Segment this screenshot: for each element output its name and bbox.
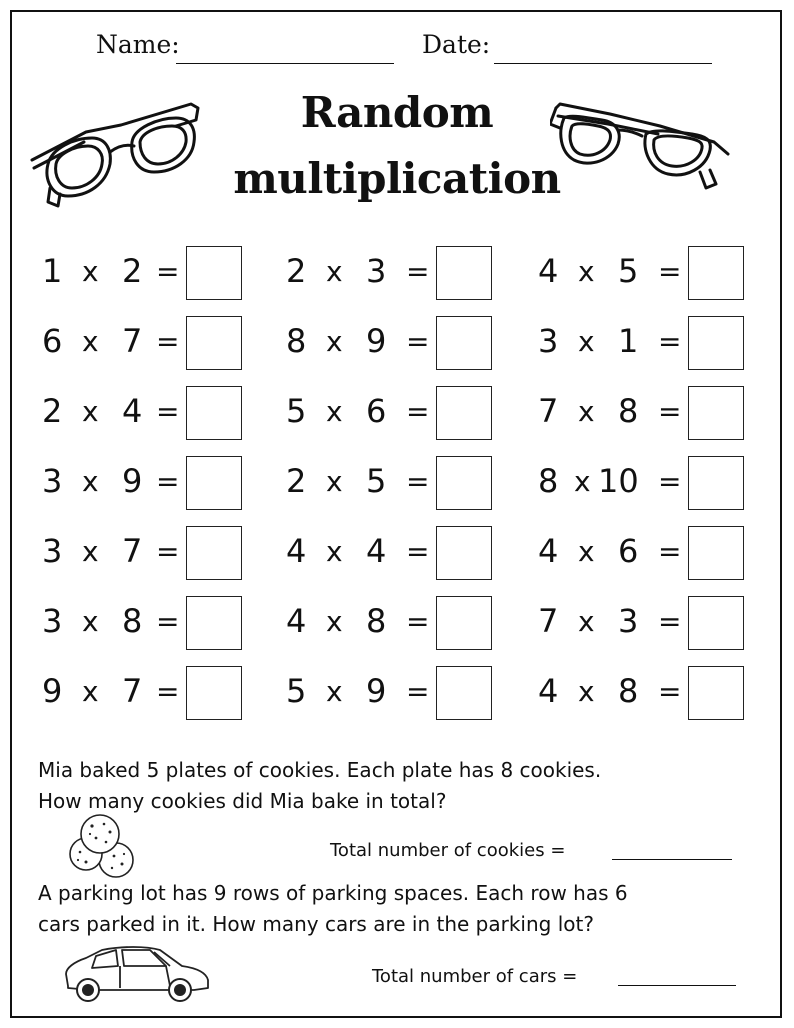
- times-sign: x: [82, 535, 99, 568]
- times-sign: x: [574, 465, 591, 498]
- factor-b: 9: [366, 322, 387, 360]
- factor-b: 10: [598, 462, 639, 500]
- factor-a: 7: [538, 392, 559, 430]
- factor-a: 3: [538, 322, 559, 360]
- car-icon: [62, 944, 212, 1006]
- equals-sign: =: [658, 675, 682, 708]
- equals-sign: =: [156, 325, 180, 358]
- factor-b: 8: [618, 672, 639, 710]
- equals-sign: =: [658, 325, 682, 358]
- times-sign: x: [326, 465, 343, 498]
- answer-box[interactable]: [688, 526, 744, 580]
- sunglasses-icon: [550, 100, 734, 194]
- cookies-icon: [66, 812, 138, 880]
- factor-b: 7: [122, 672, 143, 710]
- factor-b: 7: [122, 532, 143, 570]
- factor-a: 4: [538, 252, 559, 290]
- equals-sign: =: [658, 535, 682, 568]
- answer-box[interactable]: [688, 666, 744, 720]
- answer-box[interactable]: [436, 596, 492, 650]
- factor-a: 5: [286, 392, 307, 430]
- factor-a: 3: [42, 532, 63, 570]
- answer-box[interactable]: [186, 666, 242, 720]
- factor-b: 9: [366, 672, 387, 710]
- equals-sign: =: [658, 255, 682, 288]
- times-sign: x: [326, 605, 343, 638]
- problem-text: cars parked in it. How many cars are in the parking lot?: [38, 912, 594, 936]
- times-sign: x: [326, 255, 343, 288]
- answer-label-cars: Total number of cars =: [372, 966, 578, 987]
- factor-a: 4: [538, 532, 559, 570]
- equals-sign: =: [406, 395, 430, 428]
- factor-a: 4: [538, 672, 559, 710]
- equals-sign: =: [156, 255, 180, 288]
- factor-a: 6: [42, 322, 63, 360]
- answer-box[interactable]: [186, 596, 242, 650]
- answer-box[interactable]: [436, 526, 492, 580]
- answer-box[interactable]: [436, 456, 492, 510]
- factor-b: 8: [618, 392, 639, 430]
- times-sign: x: [326, 675, 343, 708]
- factor-a: 7: [538, 602, 559, 640]
- page-title-line2: multiplication: [233, 154, 561, 203]
- problem-text: How many cookies did Mia bake in total?: [38, 789, 447, 813]
- factor-b: 3: [366, 252, 387, 290]
- answer-label-cookies: Total number of cookies =: [330, 840, 566, 861]
- answer-box[interactable]: [436, 316, 492, 370]
- answer-box[interactable]: [186, 246, 242, 300]
- factor-b: 6: [618, 532, 639, 570]
- factor-b: 3: [618, 602, 639, 640]
- equals-sign: =: [156, 675, 180, 708]
- factor-a: 2: [286, 252, 307, 290]
- times-sign: x: [326, 535, 343, 568]
- factor-a: 9: [42, 672, 63, 710]
- factor-a: 3: [42, 462, 63, 500]
- factor-b: 8: [122, 602, 143, 640]
- word-problem-cars: [38, 878, 738, 940]
- times-sign: x: [578, 325, 595, 358]
- answer-box[interactable]: [186, 386, 242, 440]
- answer-box[interactable]: [436, 386, 492, 440]
- times-sign: x: [82, 675, 99, 708]
- times-sign: x: [578, 675, 595, 708]
- factor-a: 3: [42, 602, 63, 640]
- equals-sign: =: [156, 535, 180, 568]
- date-field[interactable]: [494, 63, 712, 64]
- factor-a: 4: [286, 602, 307, 640]
- answer-box[interactable]: [436, 246, 492, 300]
- name-label: Name:: [96, 30, 180, 59]
- factor-b: 4: [122, 392, 143, 430]
- factor-b: 6: [366, 392, 387, 430]
- problem-text: Mia baked 5 plates of cookies. Each plate has 8 cookies.: [38, 758, 602, 782]
- word-problem-cookies: [38, 755, 738, 817]
- times-sign: x: [82, 255, 99, 288]
- factor-b: 7: [122, 322, 143, 360]
- equals-sign: =: [406, 605, 430, 638]
- factor-a: 1: [42, 252, 63, 290]
- date-label: Date:: [422, 30, 491, 59]
- equals-sign: =: [658, 395, 682, 428]
- equals-sign: =: [658, 605, 682, 638]
- factor-a: 5: [286, 672, 307, 710]
- times-sign: x: [578, 255, 595, 288]
- page-title-line1: Random: [300, 88, 494, 137]
- factor-b: 1: [618, 322, 639, 360]
- factor-a: 2: [42, 392, 63, 430]
- times-sign: x: [82, 395, 99, 428]
- factor-b: 2: [122, 252, 143, 290]
- name-field[interactable]: [176, 63, 394, 64]
- times-sign: x: [82, 325, 99, 358]
- factor-b: 5: [366, 462, 387, 500]
- equals-sign: =: [406, 535, 430, 568]
- equals-sign: =: [406, 675, 430, 708]
- times-sign: x: [326, 395, 343, 428]
- times-sign: x: [578, 605, 595, 638]
- answer-field-cars[interactable]: [618, 985, 736, 986]
- equals-sign: =: [406, 325, 430, 358]
- answer-box[interactable]: [186, 526, 242, 580]
- answer-field-cookies[interactable]: [612, 859, 732, 860]
- times-sign: x: [82, 465, 99, 498]
- equals-sign: =: [406, 255, 430, 288]
- problem-text: A parking lot has 9 rows of parking spaces. Each row has 6: [38, 881, 628, 905]
- answer-box[interactable]: [688, 596, 744, 650]
- answer-box[interactable]: [186, 456, 242, 510]
- equals-sign: =: [156, 605, 180, 638]
- factor-a: 2: [286, 462, 307, 500]
- factor-a: 4: [286, 532, 307, 570]
- answer-box[interactable]: [688, 456, 744, 510]
- answer-box[interactable]: [688, 386, 744, 440]
- times-sign: x: [326, 325, 343, 358]
- answer-box[interactable]: [186, 316, 242, 370]
- answer-box[interactable]: [688, 316, 744, 370]
- factor-a: 8: [286, 322, 307, 360]
- equals-sign: =: [156, 465, 180, 498]
- equals-sign: =: [156, 395, 180, 428]
- factor-b: 8: [366, 602, 387, 640]
- sunglasses-icon: [26, 98, 206, 210]
- factor-b: 5: [618, 252, 639, 290]
- equals-sign: =: [658, 465, 682, 498]
- factor-b: 9: [122, 462, 143, 500]
- factor-b: 4: [366, 532, 387, 570]
- times-sign: x: [578, 535, 595, 568]
- times-sign: x: [82, 605, 99, 638]
- answer-box[interactable]: [436, 666, 492, 720]
- answer-box[interactable]: [688, 246, 744, 300]
- equals-sign: =: [406, 465, 430, 498]
- times-sign: x: [578, 395, 595, 428]
- factor-a: 8: [538, 462, 559, 500]
